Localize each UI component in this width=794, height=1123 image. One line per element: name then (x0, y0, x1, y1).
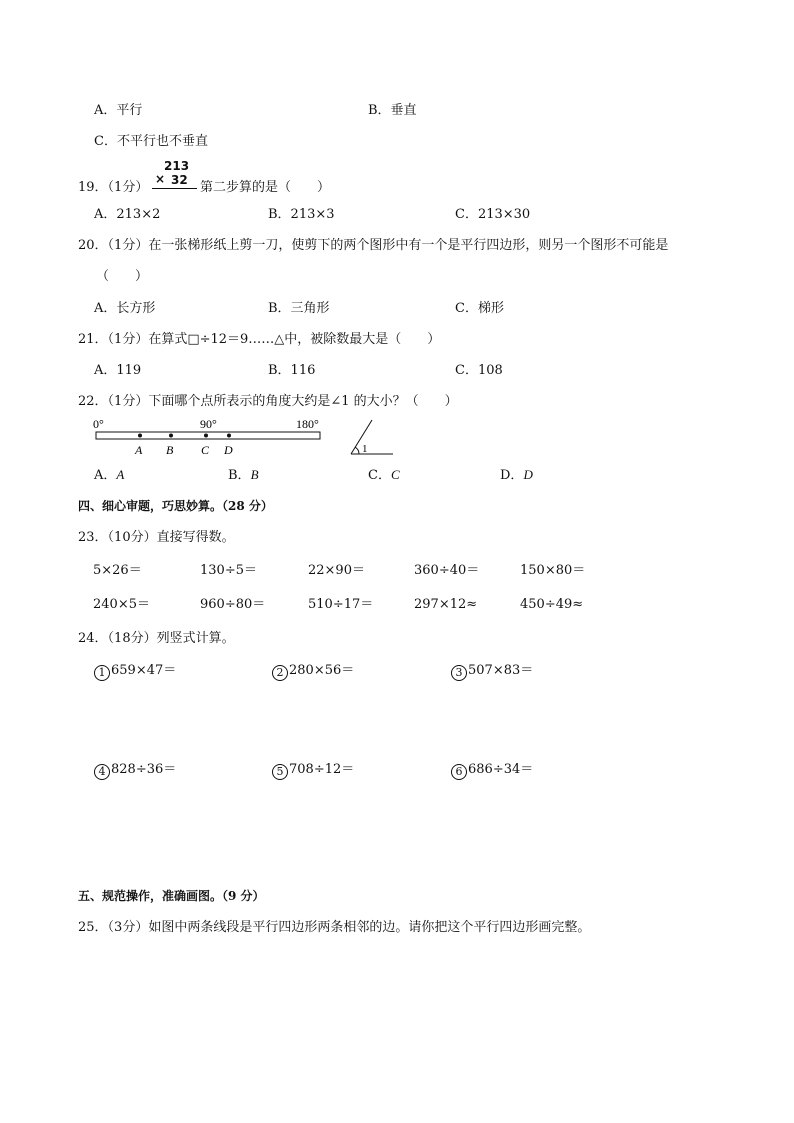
q23-item: 510÷17＝ (308, 597, 374, 612)
q22-option-c: C．C (368, 467, 400, 483)
ruler-point-label-a: A (135, 443, 143, 457)
q19-question-suffix: 第二步算的是（ ） (200, 180, 331, 195)
ruler-label-180: 180° (296, 417, 319, 431)
q23-item: 150×80＝ (520, 563, 586, 578)
q23-item: 130÷5＝ (200, 563, 257, 578)
q22-option-d: D．D (500, 467, 533, 483)
q24-question: 24．（18分）列竖式计算。 (78, 631, 235, 646)
q23-item: 240×5＝ (93, 597, 150, 612)
q24-item: 1 659×47＝ (94, 664, 176, 681)
q21-option-b: B．116 (268, 363, 316, 378)
section-4-title: 四、细心审题，巧思妙算。（28 分） (78, 499, 273, 513)
q19-option-c: C．213×30 (455, 207, 531, 222)
q25-question: 25．（3分）如图中两条线段是平行四边形两条相邻的边。请你把这个平行四边形画完整。 (78, 920, 591, 935)
circled-number: 6 (451, 764, 467, 780)
ruler-point-b (169, 434, 173, 438)
circled-number: 2 (272, 665, 288, 681)
ruler-point-d (227, 434, 231, 438)
q23-item: 360÷40＝ (414, 563, 480, 578)
q18-option-b: B．垂直 (368, 103, 417, 118)
q23-item: 5×26＝ (93, 563, 142, 578)
circled-number: 3 (451, 665, 467, 681)
q19-option-b: B．213×3 (268, 207, 335, 222)
q23-item: 450÷49≈ (520, 597, 584, 612)
q21-question: 21．（1分）在算式□÷12＝9……△中，被除数最大是（ ） (78, 332, 441, 347)
circled-number: 4 (94, 764, 110, 780)
q20-option-a: A．长方形 (94, 301, 156, 316)
q19-vertical-line (152, 188, 197, 189)
q24-item: 5 708÷12＝ (272, 763, 354, 780)
q23-item: 960÷80＝ (200, 597, 266, 612)
circled-number: 5 (272, 764, 288, 780)
q19-times-sign: × (155, 172, 166, 186)
q20-answer-blank: （ ） (96, 269, 149, 284)
ruler-label-0: 0° (93, 417, 104, 431)
q23-item: 297×12≈ (414, 597, 478, 612)
q23-question: 23．（10分）直接写得数。 (78, 530, 235, 545)
angle-arc (355, 447, 359, 454)
q23-item: 22×90＝ (308, 563, 365, 578)
q22-option-b: B．B (228, 467, 259, 483)
q22-protractor-ruler-figure (88, 414, 338, 459)
q19-multiplier: 32 (171, 173, 188, 187)
angle-label: 1 (362, 443, 368, 455)
q21-option-a: A．119 (94, 363, 142, 378)
ruler-point-c (204, 434, 208, 438)
q24-item: 4 828÷36＝ (94, 763, 176, 780)
ruler-point-label-c: C (201, 443, 210, 457)
q20-option-c: C．梯形 (455, 301, 504, 316)
q20-question: 20．（1分）在一张梯形纸上剪一刀，使剪下的两个图形中有一个是平行四边形，则另一个图形不可能是 (78, 238, 669, 253)
q18-option-a: A．平行 (94, 103, 143, 118)
q19-multiplicand: 213 (164, 159, 190, 173)
section-5-title: 五、规范操作，准确画图。（9 分） (78, 889, 265, 903)
q22-angle-figure (345, 414, 395, 460)
q18-option-c: C．不平行也不垂直 (94, 134, 208, 149)
q24-item: 2 280×56＝ (272, 664, 354, 681)
ruler-label-90: 90° (200, 417, 217, 431)
q19-prefix: 19．（1分） (78, 180, 149, 195)
ruler-point-a (138, 434, 142, 438)
q19-option-a: A．213×2 (94, 207, 161, 222)
ruler-point-label-b: B (166, 443, 174, 457)
circled-number: 1 (94, 665, 110, 681)
q22-option-a: A．A (94, 467, 125, 483)
q24-item: 3 507×83＝ (451, 664, 533, 681)
q21-option-c: C．108 (455, 363, 503, 378)
q20-option-b: B．三角形 (268, 301, 330, 316)
q22-question: 22．（1分）下面哪个点所表示的角度大约是∠1 的大小？（ ） (78, 394, 458, 409)
q24-item: 6 686÷34＝ (451, 763, 533, 780)
ruler-point-label-d: D (224, 443, 233, 457)
